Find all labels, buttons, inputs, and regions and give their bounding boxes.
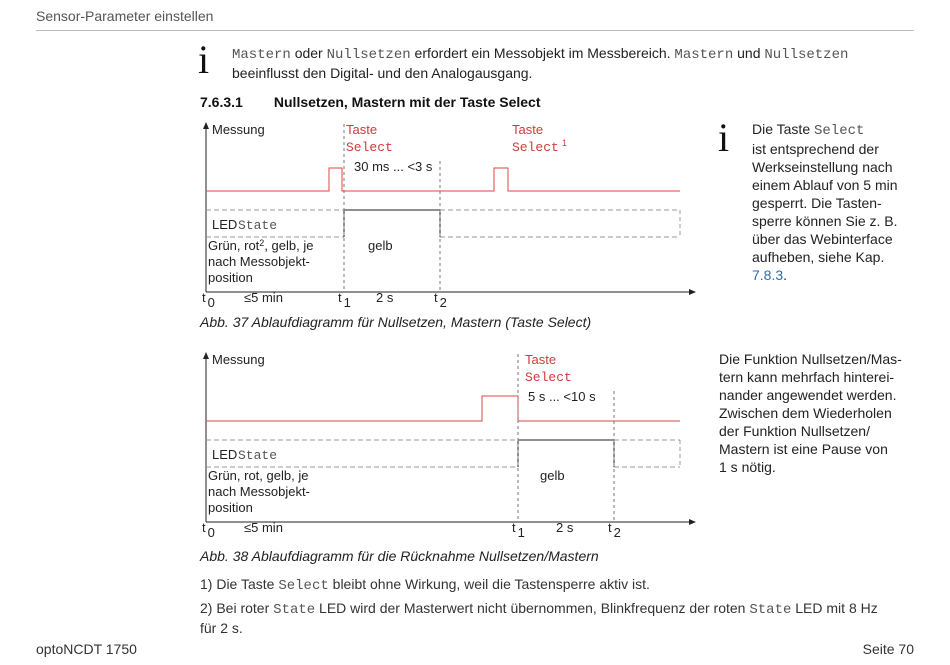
timing-label: 30 ms ... <3 s (354, 159, 433, 174)
code-mastern-2: Mastern (674, 47, 734, 63)
side-note-period: . (783, 267, 788, 283)
side-text-line-2: tern kann mehrfach hinterei- (719, 369, 895, 385)
led-desc-line-2: nach Messobjekt- (208, 254, 310, 269)
taste-label-2: Taste (512, 122, 544, 137)
side-note-line-3: Werkseinstellung nach (752, 159, 893, 175)
footnote-2-d: für 2 s. (200, 620, 243, 636)
t0-label: t 0 (202, 520, 215, 540)
y-axis-label: Messung (212, 352, 265, 367)
header-divider (36, 30, 914, 31)
footnote-1-b: bleibt ohne Wirkung, weil die Tastensperre aktiv ist. (332, 576, 650, 592)
led-desc-line-1: Grün, rot$^2$, gelb, je (208, 238, 314, 253)
y-axis-arrow (203, 352, 209, 359)
info-icon: i (198, 37, 210, 82)
taste-label-1: Taste (346, 122, 378, 137)
note-text-b: beeinflusst den Digital- und den Analogausgang. (232, 65, 533, 81)
t1-label: t 1 (338, 290, 351, 310)
y-axis-arrow (203, 122, 209, 129)
info-icon-2: i (718, 115, 730, 160)
select-label-2: Select (512, 140, 559, 155)
led-desc-line-3: position (208, 270, 253, 285)
select-signal-line (206, 396, 680, 421)
chapter-link[interactable]: 7.8.3 (752, 267, 784, 283)
footer-page-number: Seite 70 (862, 641, 914, 657)
section-heading (200, 94, 541, 110)
section-number: 7.6.3.1 (200, 94, 243, 110)
footer-product: optoNCDT 1750 (36, 641, 137, 657)
footnote-sup-1: 1 (562, 138, 568, 148)
code-nullsetzen-2: Nullsetzen (764, 47, 849, 63)
timing-diagram-1 (196, 116, 700, 310)
led-color-label: gelb (368, 238, 393, 253)
t2-label: t 2 (608, 520, 621, 540)
side-note-line-8: aufheben, siehe Kap. (752, 249, 885, 265)
code-mastern: Mastern (232, 47, 291, 63)
side-text-line-7: 1 s nötig. (719, 459, 776, 475)
footnote-1 (200, 576, 920, 594)
t0-label: t 0 (202, 290, 215, 310)
footnote-2-b: LED wird der Masterwert nicht übernommen, Blinkfrequenz der roten (319, 600, 746, 616)
taste-label: Taste (525, 352, 557, 367)
led-desc-line-2: nach Messobjekt- (208, 484, 310, 499)
footnote-2-c: LED mit 8 Hz (795, 600, 878, 616)
section-title: Nullsetzen, Mastern mit der Taste Select (273, 94, 541, 110)
led-label: LED (212, 447, 238, 462)
select-label-1: Select (346, 140, 393, 155)
side-note-line-6: sperre können Sie z. B. (752, 213, 898, 229)
t2-label: t 2 (434, 290, 447, 310)
figure-caption-38: Abb. 38 Ablaufdiagramm für die Rücknahme Nullsetzen/Mastern (200, 548, 599, 564)
led-state-label: State (238, 218, 278, 233)
side-note-line-4: einem Ablauf von 5 min (752, 177, 898, 193)
footnote-2-a: 2) Bei roter (200, 600, 270, 616)
side-note-line-1: Die Taste (752, 121, 811, 137)
timing-diagram-2 (196, 346, 700, 540)
led-desc-line-3: position (208, 500, 253, 515)
duration-label-2: 2 s (556, 520, 574, 535)
side-text-line-4: Zwischen dem Wiederholen (719, 405, 892, 421)
x-axis-arrow (689, 289, 696, 295)
footnote-2 (200, 599, 920, 637)
side-text-line-5: der Funktion Nullsetzen/ (719, 423, 870, 439)
led-desc-line-1: Grün, rot, gelb, je (208, 468, 309, 483)
led-label: LED (212, 217, 238, 232)
footnote-1-code: Select (278, 578, 329, 594)
side-note-line-7: über das Webinterface (752, 231, 893, 247)
footnote-2-code: State (273, 602, 316, 618)
duration-label-2: 2 s (376, 290, 394, 305)
code-select: Select (814, 123, 865, 139)
select-label: Select (525, 370, 572, 385)
led-color-label: gelb (540, 468, 565, 483)
side-text-2 (719, 350, 919, 476)
page-header-title: Sensor-Parameter einstellen (36, 8, 214, 24)
duration-label-1: ≤5 min (244, 520, 283, 535)
footnote-2-code-2: State (749, 602, 792, 618)
side-text-line-1: Die Funktion Nullsetzen/Mas- (719, 351, 902, 367)
side-text-line-6: Mastern ist eine Pause von (719, 441, 888, 457)
note-text-a: erfordert ein Messobjekt im Messbereich. (414, 45, 671, 61)
y-axis-label: Messung (212, 122, 265, 137)
side-info-note (752, 120, 922, 284)
note-word: oder (294, 45, 323, 61)
timing-label: 5 s ... <10 s (528, 389, 596, 404)
duration-label-1: ≤5 min (244, 290, 283, 305)
info-note-text (232, 44, 912, 82)
figure-caption-37: Abb. 37 Ablaufdiagramm für Nullsetzen, Mastern (Taste Select) (200, 314, 592, 330)
code-nullsetzen: Nullsetzen (326, 47, 411, 63)
note-word-und: und (737, 45, 761, 61)
x-axis-arrow (689, 519, 696, 525)
footnote-1-a: 1) Die Taste (200, 576, 275, 592)
side-note-line-5: gesperrt. Die Tasten- (752, 195, 882, 211)
led-state-label: State (238, 448, 278, 463)
side-text-line-3: nander angewendet werden. (719, 387, 897, 403)
t1-label: t 1 (512, 520, 525, 540)
side-note-line-2: ist entsprechend der (752, 141, 879, 157)
select-signal-line (206, 168, 680, 191)
